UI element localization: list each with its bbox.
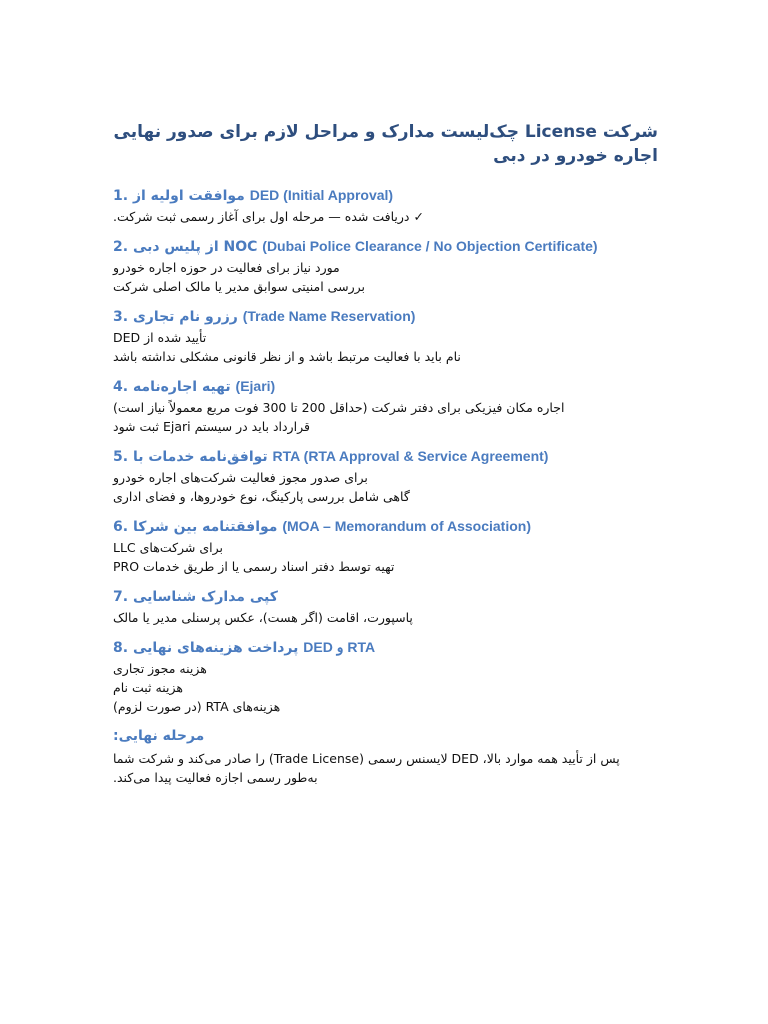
section-heading: [113, 184, 658, 207]
section-line: ✓ دریافت شده — مرحله اول برای آغاز رسمی ثبت شرکت.: [113, 209, 424, 224]
section-heading-fa: رزرو نام تجاری: [132, 309, 238, 325]
section-heading: [113, 305, 658, 328]
section-line: برای صدور مجوز فعالیت شرکت‌های اجاره خودرو: [113, 470, 368, 485]
section-heading-fa: تهیه اجاره‌نامه: [132, 379, 231, 395]
section-ded-approval: [113, 184, 658, 226]
section-number: 6.: [113, 519, 129, 535]
section-moa: [113, 515, 658, 576]
section-number: 8.: [113, 640, 129, 656]
section-heading: [113, 375, 658, 398]
page-title: شرکت License چک‌لیست مدارک و مراحل لازم برای صدور نهایی اجاره خودرو در دبی: [113, 122, 658, 166]
section-line: برای شرکت‌های LLC: [113, 540, 224, 555]
section-heading-en: DED (Initial Approval): [249, 187, 394, 203]
section-number: 2.: [113, 239, 129, 255]
section-final-fees: [113, 636, 658, 716]
section-number: 5.: [113, 449, 129, 465]
section-line: پاسپورت، اقامت (اگر هست)، عکس پرسنلی مدیر یا مالک: [113, 610, 413, 625]
section-line: هزینه مجوز تجاری: [113, 661, 207, 676]
final-step-line: به‌طور رسمی اجازه فعالیت پیدا می‌کند.: [113, 770, 318, 785]
section-final-step: [113, 725, 658, 787]
section-heading-fa: موافقتنامه بین شرکا: [132, 519, 278, 535]
section-heading-en: RTA (RTA Approval & Service Agreement): [272, 448, 549, 464]
final-step-line: پس از تأیید همه موارد بالا، DED لایسنس رسمی (Trade License) را صادر می‌کند و شرکت شما: [113, 751, 620, 766]
section-number: 4.: [113, 379, 129, 395]
section-heading-fa: پرداخت هزینه‌های نهایی: [132, 640, 299, 656]
section-line: تهیه توسط دفتر اسناد رسمی یا از طریق خدمات PRO: [113, 559, 395, 574]
section-heading-fa: کپی مدارک شناسایی: [132, 589, 278, 605]
section-line: تأیید شده از DED: [113, 330, 207, 345]
section-line: بررسی امنیتی سوابق مدیر یا مالک اصلی شرکت: [113, 279, 365, 294]
section-heading-fa: موافقت اولیه از: [132, 188, 245, 204]
section-heading-en: (Dubai Police Clearance / No Objection Certificate): [262, 238, 598, 254]
section-id-documents: [113, 585, 658, 627]
section-heading: [113, 636, 658, 659]
section-line: قرارداد باید در سیستم Ejari ثبت شود: [113, 419, 310, 434]
section-line: اجاره مکان فیزیکی برای دفتر شرکت (حداقل 200 تا 300 فوت مربع معمولاً نیاز است): [113, 400, 565, 415]
section-heading-en: (Trade Name Reservation): [242, 308, 416, 324]
section-number: 1.: [113, 188, 129, 204]
section-heading: [113, 585, 658, 608]
section-heading: [113, 235, 658, 258]
section-police-noc: [113, 235, 658, 296]
section-heading-en: (Ejari): [235, 378, 276, 394]
section-heading: [113, 445, 658, 468]
section-trade-name: [113, 305, 658, 366]
section-line: هزینه‌های RTA (در صورت لزوم): [113, 699, 281, 714]
section-rta-agreement: [113, 445, 658, 506]
section-number: 3.: [113, 309, 129, 325]
section-number: 7.: [113, 589, 129, 605]
section-line: گاهی شامل بررسی پارکینگ، نوع خودروها، و فضای اداری: [113, 489, 410, 504]
section-heading: [113, 515, 658, 538]
section-line: هزینه ثبت نام: [113, 680, 183, 695]
section-heading-fa: NOC از پلیس دبی: [132, 239, 258, 255]
section-heading-en: DED و RTA: [303, 639, 376, 655]
section-ejari: [113, 375, 658, 436]
section-line: نام باید با فعالیت مرتبط باشد و از نظر قانونی مشکلی نداشته باشد: [113, 349, 461, 364]
final-step-heading: مرحله نهایی:: [113, 728, 205, 744]
section-line: مورد نیاز برای فعالیت در حوزه اجاره خودرو: [113, 260, 340, 275]
section-heading-fa: توافق‌نامه خدمات با: [132, 449, 268, 465]
document-body: [113, 120, 658, 796]
section-heading-en: (MOA – Memorandum of Association): [282, 518, 531, 534]
